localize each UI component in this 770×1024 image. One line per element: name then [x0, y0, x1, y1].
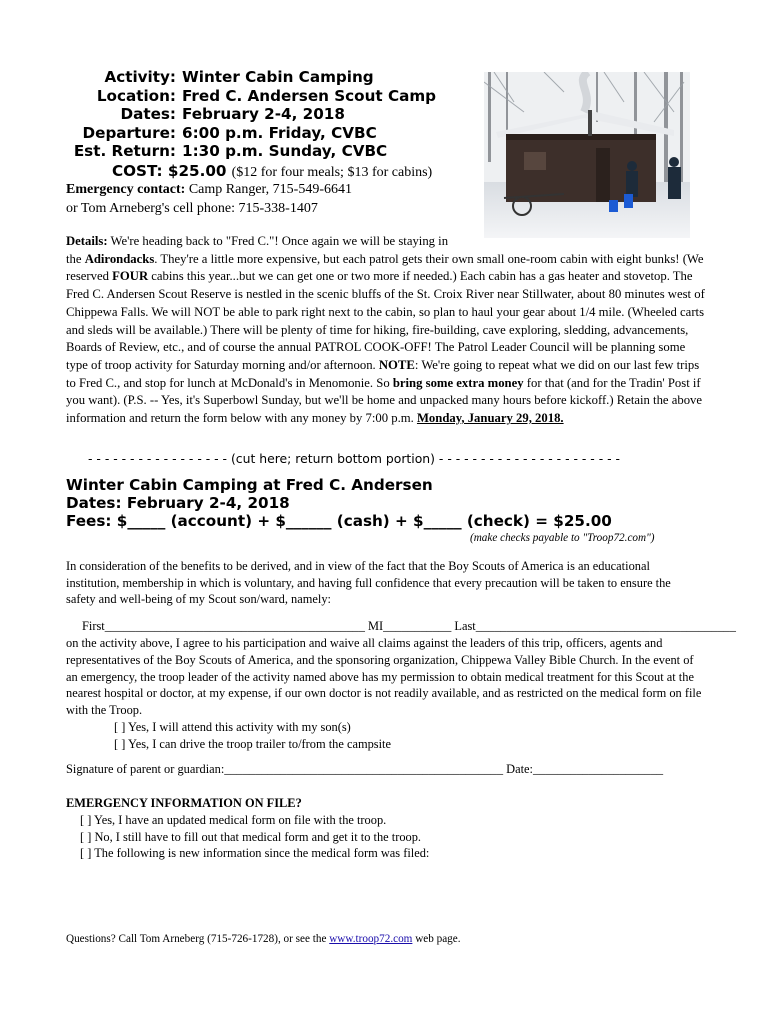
- location-label: Location:: [96, 86, 176, 105]
- activity-label: Activity:: [104, 68, 176, 86]
- details-bold-money: bring some extra money: [392, 375, 524, 390]
- cell-phone: or Tom Arneberg's cell phone: 715-338-1407: [66, 201, 318, 216]
- checks-note: (make checks payable to "Troop72.com"): [470, 532, 655, 544]
- activity-value: Winter Cabin Camping: [182, 68, 374, 86]
- details-text-1: We're heading back to "Fred C."! Once again we will be staying in: [110, 234, 449, 248]
- dates-row: [66, 105, 486, 124]
- troop-website-link[interactable]: www.troop72.com: [329, 933, 413, 945]
- details-bold-adirondacks: Adirondacks: [84, 251, 155, 266]
- footer: [66, 933, 461, 945]
- return-label: Est. Return:: [73, 142, 176, 160]
- return-row: [66, 142, 486, 161]
- location-value: Fred C. Andersen Scout Camp: [182, 86, 437, 105]
- emergency-contact-value: Camp Ranger, 715-549-6641: [188, 181, 352, 197]
- activity-row: [66, 68, 486, 87]
- form-heading: [66, 476, 612, 530]
- emergency-option-updated[interactable]: [ ] Yes, I have an updated medical form on file with the troop.: [80, 812, 387, 827]
- details-label: Details:: [66, 234, 108, 248]
- departure-label: Departure:: [82, 123, 176, 142]
- footer-text-end: web page.: [412, 933, 461, 945]
- details-bold-note: NOTE: [378, 357, 415, 372]
- activity-header: [66, 68, 486, 219]
- cost-row: [66, 161, 486, 180]
- form-fees: Fees: $_____ (account) + $______ (cash) + $_____ (check) = $25.00: [66, 512, 612, 530]
- emergency-contact: [66, 180, 486, 200]
- consent-paragraph: In consideration of the benefits to be derived, and in view of the fact that the Boy Scouts of America is an educational institution, membership in which is voluntary, and having full confidence that every precaution will be taken to ensure the safety and well-being of my Scout son/ward, namely:: [66, 559, 671, 607]
- form-dates: Dates: February 2-4, 2018: [66, 494, 290, 512]
- details-bold-four: FOUR: [112, 269, 149, 284]
- footer-text: Questions? Call Tom Arneberg (715-726-1728), or see the: [66, 933, 330, 945]
- signature-line[interactable]: Signature of parent or guardian:_____________________________________________ Date:_____________________: [66, 762, 664, 776]
- emergency-option-new-info[interactable]: [ ] The following is new information since the medical form was filed:: [80, 846, 430, 861]
- attend-option[interactable]: [ ] Yes, I will attend this activity with my son(s): [114, 719, 351, 734]
- waiver-text: on the activity above, I agree to his participation and waive all claims against the leaders of this trip, officers, agents and representatives of the Boy Scouts of America, and the sponsoring organization, Chippewa Valley Bible Church. In the event of an emergency, the troop leader of the activity named above has my permission to obtain medical treatment for this Scout at the nearest hospital or doctor, at my expense, if our own doctor is not readily available, and as restricted on the medical form on file with the Troop.: [66, 636, 702, 718]
- cost-amount: COST: $25.00: [112, 161, 227, 180]
- waiver-block: [66, 635, 706, 753]
- cabin-photo: [484, 72, 690, 238]
- details-text-6: for that (and for the Tradin' Post if you want). (P.S. -- Yes, it's Superbowl Sunday, but we'll be home and unpacked many hours before kickoff.) Retain the above information and return the form below with any money by 7:00 p.m.: [66, 375, 703, 426]
- departure-row: [66, 124, 486, 143]
- form-title: Winter Cabin Camping at Fred C. Andersen: [66, 476, 433, 494]
- details-paragraph: [66, 233, 706, 428]
- cut-line: - - - - - - - - - - - - - - - - - (cut here; return bottom portion) - - - - - - - - - - - - - - - - - - - - - -: [88, 451, 620, 466]
- details-text-2: the: [66, 251, 85, 266]
- emergency-info-section: [66, 795, 429, 862]
- emergency-option-not-filed[interactable]: [ ] No, I still have to fill out that medical form and get it to the troop.: [80, 829, 422, 844]
- details-text-3: . They're a little more expensive, but each patrol gets their own small one-room cabin with eight bunks! (We reserved: [66, 251, 704, 284]
- details-text-4: cabins this year...but we can get one or two more if needed.) Each cabin has a gas heater and stovetop. The Fred C. Andersen Scout Reserve is nestled in the scenic bluffs of the St. Croix River near Stillwater, about 80 minutes west of Chippewa Falls. We will NOT be able to park right next to the cabin, so plan to haul your gear about 1/4 mile. (Wheeled carts and sleds will be available.) There will be plenty of time for hiking, fire-building, cave exploring, sledding, advancements, Boards of Review, etc., and of course the annual PATROL COOK-OFF! The Patrol Leader Council will be planning some type of troop activity for Saturday morning and/or afternoon.: [66, 269, 705, 372]
- deadline-date: Monday, January 29, 2018.: [416, 411, 564, 426]
- dates-label: Dates:: [120, 105, 176, 123]
- location-row: [66, 87, 486, 106]
- details-text-5: : We're going to repeat what we did on our last few trips to Fred C., and stop for lunch at McDonald's in Menomonie. So: [66, 357, 700, 390]
- drive-trailer-option[interactable]: [ ] Yes, I can drive the troop trailer to/from the campsite: [114, 736, 391, 751]
- cost-breakdown: ($12 for four meals; $13 for cabins): [231, 164, 433, 180]
- departure-value: 6:00 p.m. Friday, CVBC: [182, 123, 377, 142]
- dates-value: February 2-4, 2018: [182, 105, 345, 123]
- emergency-contact-label: Emergency contact:: [66, 181, 186, 197]
- scout-name-fields[interactable]: First__________________________________________ MI___________ Last__________________________________________: [82, 619, 736, 633]
- return-value: 1:30 p.m. Sunday, CVBC: [182, 142, 388, 160]
- emergency-info-heading: EMERGENCY INFORMATION ON FILE?: [66, 796, 302, 810]
